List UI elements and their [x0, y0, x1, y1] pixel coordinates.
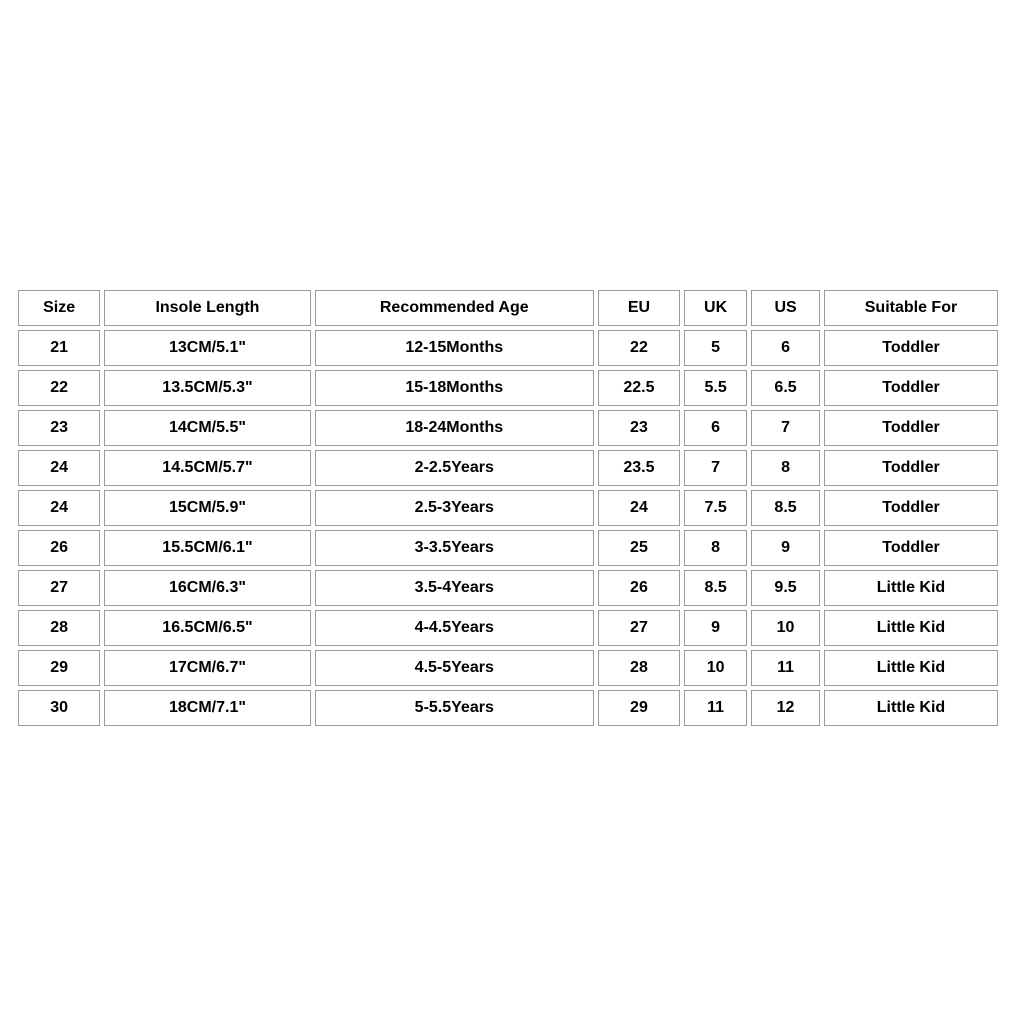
table-cell: 15CM/5.9"	[104, 490, 310, 526]
table-cell: 22	[18, 370, 100, 406]
table-cell: 24	[18, 490, 100, 526]
table-cell: Toddler	[824, 410, 998, 446]
size-chart-container	[14, 286, 1002, 730]
header-cell: UK	[684, 290, 747, 326]
table-cell: 9	[751, 530, 820, 566]
table-cell: 13.5CM/5.3"	[104, 370, 310, 406]
table-cell: 8.5	[751, 490, 820, 526]
table-cell: Toddler	[824, 530, 998, 566]
table-cell: 6	[684, 410, 747, 446]
table-cell: 12-15Months	[315, 330, 594, 366]
table-cell: 30	[18, 690, 100, 726]
table-cell: 2.5-3Years	[315, 490, 594, 526]
table-cell: 17CM/6.7"	[104, 650, 310, 686]
table-cell: 10	[684, 650, 747, 686]
header-cell: US	[751, 290, 820, 326]
table-row	[18, 610, 998, 646]
table-cell: 11	[751, 650, 820, 686]
table-cell: 9.5	[751, 570, 820, 606]
table-cell: 22	[598, 330, 680, 366]
table-cell: 7.5	[684, 490, 747, 526]
table-cell: Little Kid	[824, 570, 998, 606]
table-cell: 4-4.5Years	[315, 610, 594, 646]
table-cell: 15-18Months	[315, 370, 594, 406]
table-cell: 23	[598, 410, 680, 446]
table-cell: 18CM/7.1"	[104, 690, 310, 726]
table-cell: 16.5CM/6.5"	[104, 610, 310, 646]
table-cell: 4.5-5Years	[315, 650, 594, 686]
table-cell: Little Kid	[824, 690, 998, 726]
table-cell: 29	[18, 650, 100, 686]
table-cell: 26	[598, 570, 680, 606]
header-cell: Recommended Age	[315, 290, 594, 326]
table-cell: 29	[598, 690, 680, 726]
header-row	[18, 290, 998, 326]
table-cell: 6.5	[751, 370, 820, 406]
table-cell: 28	[18, 610, 100, 646]
table-cell: 25	[598, 530, 680, 566]
table-cell: 27	[598, 610, 680, 646]
table-cell: 5	[684, 330, 747, 366]
header-cell: EU	[598, 290, 680, 326]
table-cell: 12	[751, 690, 820, 726]
table-cell: 5-5.5Years	[315, 690, 594, 726]
table-cell: Little Kid	[824, 650, 998, 686]
table-row	[18, 690, 998, 726]
table-cell: 28	[598, 650, 680, 686]
table-cell: 23.5	[598, 450, 680, 486]
table-cell: Toddler	[824, 370, 998, 406]
table-row	[18, 330, 998, 366]
table-cell: 2-2.5Years	[315, 450, 594, 486]
table-cell: Toddler	[824, 490, 998, 526]
table-cell: 11	[684, 690, 747, 726]
table-cell: 7	[684, 450, 747, 486]
table-cell: 3.5-4Years	[315, 570, 594, 606]
table-cell: 24	[598, 490, 680, 526]
table-cell: 27	[18, 570, 100, 606]
table-cell: 14.5CM/5.7"	[104, 450, 310, 486]
header-cell: Insole Length	[104, 290, 310, 326]
table-row	[18, 650, 998, 686]
table-cell: 13CM/5.1"	[104, 330, 310, 366]
table-cell: 8	[684, 530, 747, 566]
table-cell: 16CM/6.3"	[104, 570, 310, 606]
table-body	[18, 330, 998, 726]
table-cell: 18-24Months	[315, 410, 594, 446]
table-cell: Toddler	[824, 450, 998, 486]
table-cell: 24	[18, 450, 100, 486]
size-chart-table	[14, 286, 1002, 730]
table-cell: 8.5	[684, 570, 747, 606]
table-row	[18, 530, 998, 566]
table-cell: 23	[18, 410, 100, 446]
table-row	[18, 410, 998, 446]
table-cell: 7	[751, 410, 820, 446]
table-cell: 8	[751, 450, 820, 486]
table-cell: Little Kid	[824, 610, 998, 646]
table-row	[18, 570, 998, 606]
table-cell: 5.5	[684, 370, 747, 406]
header-cell: Size	[18, 290, 100, 326]
table-row	[18, 450, 998, 486]
table-row	[18, 370, 998, 406]
table-cell: 14CM/5.5"	[104, 410, 310, 446]
table-cell: 21	[18, 330, 100, 366]
table-cell: 6	[751, 330, 820, 366]
table-cell: 15.5CM/6.1"	[104, 530, 310, 566]
table-cell: 26	[18, 530, 100, 566]
table-cell: 9	[684, 610, 747, 646]
header-cell: Suitable For	[824, 290, 998, 326]
table-row	[18, 490, 998, 526]
table-cell: Toddler	[824, 330, 998, 366]
table-cell: 3-3.5Years	[315, 530, 594, 566]
table-cell: 10	[751, 610, 820, 646]
table-cell: 22.5	[598, 370, 680, 406]
